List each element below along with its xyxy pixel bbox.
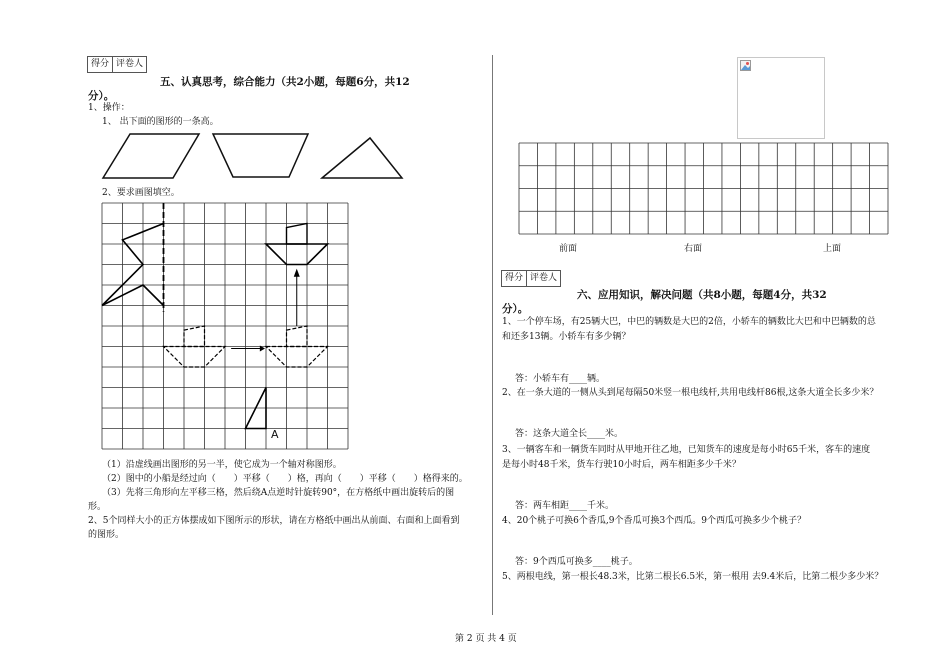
problem-5-line-1: 5、两根电线，第一根长48.3米，比第二根长6.5米，第一根用 去9.4米后，比第二根少多少米？ <box>502 572 884 582</box>
q1-item-3: （3）先将三角形向左平移三格，然后绕A点逆时针旋转90°，在方格纸中画出旋转后的图 <box>102 488 455 498</box>
broken-image-icon <box>740 60 752 72</box>
section5-title: 五、认真思考，综合能力（共2小题，每题6分，共12 <box>160 76 410 88</box>
grader-label: 评卷人 <box>112 57 146 72</box>
drawing-grid <box>102 203 349 448</box>
parallelogram-shape <box>103 134 199 178</box>
q1-sub1: 1、 出下面的图形的一条高。 <box>102 117 219 127</box>
triangle-shape <box>322 138 402 178</box>
dashed-boat-hull <box>266 347 328 368</box>
problem-1-line-1: 1、一个停车场，有25辆大巴，中巴的辆数是大巴的2倍，小轿车的辆数比大巴和中巴辆数的总 <box>502 317 876 327</box>
problem-4-answer: 答：9个西瓜可换多____桃子。 <box>515 557 638 567</box>
problem-2-line-1: 2、在一条大道的一侧从头到尾每隔50米竖一根电线杆,共用电线杆86根,这条大道全长多少米？ <box>502 388 879 398</box>
score-box-left <box>87 56 147 73</box>
section6-title: 六、应用知识，解决问题（共8小题，每题4分，共32 <box>577 289 827 301</box>
boat-hull <box>266 244 328 265</box>
section6-title-cont: 分）。 <box>502 303 529 315</box>
problem-4-line-1: 4、20个桃子可换6个香瓜,9个香瓜可换3个西瓜。9个西瓜可换多少个桃子？ <box>502 516 806 526</box>
q1-item-2: （2）图中的小船是经过向（ ）平移（ ）格，再向（ ）平移（ ）格得来的。 <box>102 474 468 484</box>
score-label: 得分 <box>505 273 524 283</box>
problem-1-answer: 答：小轿车有____辆。 <box>515 374 606 384</box>
right-view-label: 右面 <box>684 244 703 254</box>
score-label: 得分 <box>91 59 110 69</box>
page-footer: 第 2 页 共 4 页 <box>455 634 517 644</box>
front-view-label: 前面 <box>559 244 578 254</box>
trapezoid-shape <box>213 134 308 177</box>
problem-3-answer: 答：两车相距____千米。 <box>515 501 615 511</box>
top-view-label: 上面 <box>823 244 842 254</box>
point-a-label: A <box>271 428 279 441</box>
q2-line-1: 2、5个同样大小的正方体摆成如下图所示的形状，请在方格纸中画出从前面、右面和上面看到 <box>88 516 460 526</box>
dashed-boat-sail <box>287 326 308 347</box>
q1-item-1: （1）沿虚线画出图形的另一半，使它成为一个轴对称图形。 <box>102 460 342 470</box>
score-box-right <box>501 270 561 287</box>
boat-sail <box>287 224 308 245</box>
column-divider <box>492 55 493 615</box>
section5-title-cont: 分）。 <box>88 90 115 102</box>
cubes-image-frame <box>737 57 825 139</box>
q1-item-3-cont: 形。 <box>88 502 107 512</box>
q1-sub2: 2、要求画图填空。 <box>102 188 180 198</box>
problem-2-answer: 答：这条大道全长____米。 <box>515 429 624 439</box>
problem-1-line-2: 和还多13辆。小轿车有多少辆？ <box>502 332 631 342</box>
problem-3-line-2: 是每小时48千米，货车行驶10小时后，两车相距多少千米？ <box>502 460 741 470</box>
arrow-up-head <box>294 269 300 277</box>
q2-line-2: 的图形。 <box>88 530 125 540</box>
view-grid <box>519 143 888 234</box>
problem-3-line-1: 3、一辆客车和一辆货车同时从甲地开往乙地，已知货车的速度是每小时65千米，客车的速度 <box>502 445 871 455</box>
q1-heading: 1、操作： <box>88 103 130 113</box>
altitude-shapes <box>100 130 420 182</box>
dashed-boat-hull <box>164 347 226 368</box>
dashed-boat-sail <box>184 326 205 347</box>
grader-label: 评卷人 <box>526 271 560 286</box>
